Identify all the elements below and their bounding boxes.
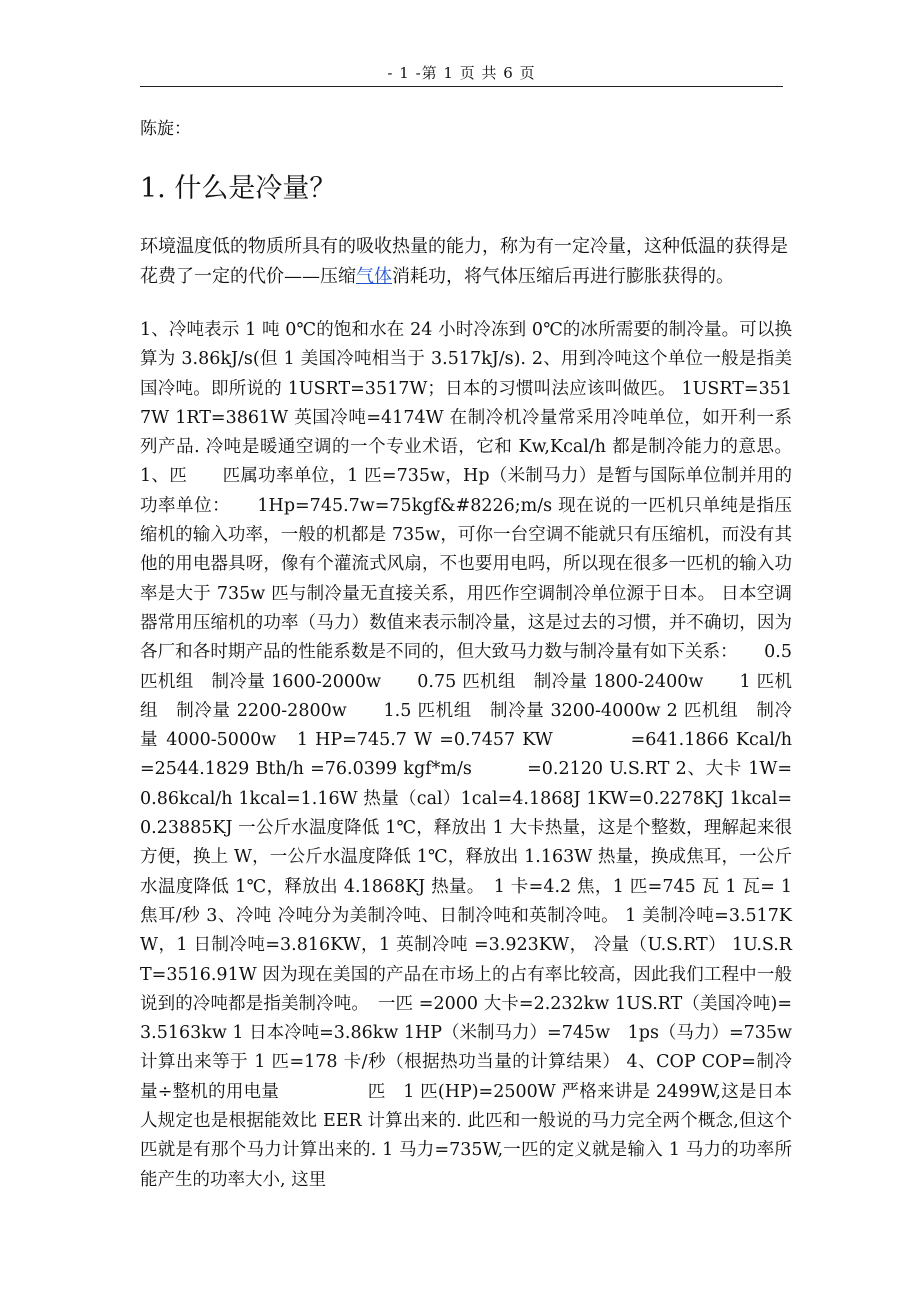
page-number: - 1 -第 1 页 共 6 页 bbox=[387, 64, 536, 82]
author-label: 陈旋： bbox=[140, 119, 191, 139]
body-paragraph: 1、冷吨表示 1 吨 0℃的饱和水在 24 小时冷冻到 0℃的冰所需要的制冷量。可以换算为 3.86kJ/s(但 1 美国冷吨相当于 3.517kJ/s). 2、用到冷吨这个单位一般是指美国冷吨。即所说的 1USRT=3517W；日本的习惯叫法应该叫做匹。 1USRT=3517W 1RT=3861W 英国冷吨=4174W 在制冷机冷量常采用冷吨单位，如开利一系列产品. 冷吨是暖通空调的一个专业术语，它和 Kw,Kcal/h 都是制冷能力的意思。1、匹 匹属功率单位，1 匹=735w，Hp（米制马力）是暂与国际单位制并用的功率单位： 1Hp=745.7w=75kgf&#8226;m/s 现在说的一匹机只单纯是指压缩机的输入功率，一般的机都是 735w，可你一台空调不能就只有压缩机，而没有其他的用电器具呀，像有个灌流式风扇，不也要用电吗，所以现在很多一匹机的输入功率是大于 735w 匹与制冷量无直接关系，用匹作空调制冷单位源于日本。 日本空调器常用压缩机的功率（马力）数值来表示制冷量，这是过去的习惯，并不确切，因为各厂和各时期产品的性能系数是不同的，但大致马力数与制冷量有如下关系： 0.5 匹机组 制冷量 1600-2000w 0.75 匹机组 制冷量 1800-2400w 1 匹机组 制冷量 2200-2800w 1.5 匹机组 制冷量 3200-4000w 2 匹机组 制冷量 4000-5000w 1 HP=745.7 W =0.7457 KW =641.1866 Kcal/h =2544.1829 Bth/h =76.0399 kgf*m/s =0.2120 U.S.RT 2、大卡 1W=0.86kcal/h 1kcal=1.16W 热量（cal）1cal=4.1868J 1KW=0.2278KJ 1kcal=0.23885KJ 一公斤水温度降低 1℃，释放出 1 大卡热量，这是个整数，理解起来很方便，换上 W，一公斤水温度降低 1℃，释放出 1.163W 热量，换成焦耳，一公斤水温度降低 1℃，释放出 4.1868KJ 热量。 1 卡=4.2 焦，1 匹=745 瓦 1 瓦= 1 焦耳/秒 3、冷吨 冷吨分为美制冷吨、日制冷吨和英制冷吨。 1 美制冷吨=3.517KW，1 日制冷吨=3.816KW，1 英制冷吨 =3.923KW， 冷量（U.S.RT） 1U.S.RT=3516.91W 因为现在美国的产品在市场上的占有率比较高，因此我们工程中一般说到的冷吨都是指美制冷吨。 一匹 =2000 大卡=2.232kw 1US.RT（美国冷吨)=3.5163kw 1 日本冷吨=3.86kw 1HP（米制马力）=745w 1ps（马力）=735w 计算出来等于 1 匹=178 卡/秒（根据热功当量的计算结果） 4、COP COP=制冷量÷整机的用电量 匹 1 匹(HP)=2500W 严格来讲是 2499W,这是日本人规定也是根据能效比 EER 计算出来的. 此匹和一般说的马力完全两个概念,但这个匹就是有那个马力计算出来的. 1 马力=735W,一匹的定义就是输入 1 马力的功率所能产生的功率大小, 这里 bbox=[140, 320, 862, 1190]
intro-text-1: 环境温度低的物质所具有的吸收热量的能力，称为有一定冷量，这种低温的获得是花费了一定的代价——压缩 bbox=[140, 236, 788, 287]
gas-link[interactable]: 气体 bbox=[356, 266, 392, 287]
intro-text-2: 消耗功，将气体压缩后再进行膨胀获得的。 bbox=[392, 266, 734, 287]
intro-paragraph bbox=[140, 232, 790, 292]
section-title: 1. 什么是冷量？ bbox=[140, 173, 337, 204]
page-header bbox=[140, 60, 783, 87]
